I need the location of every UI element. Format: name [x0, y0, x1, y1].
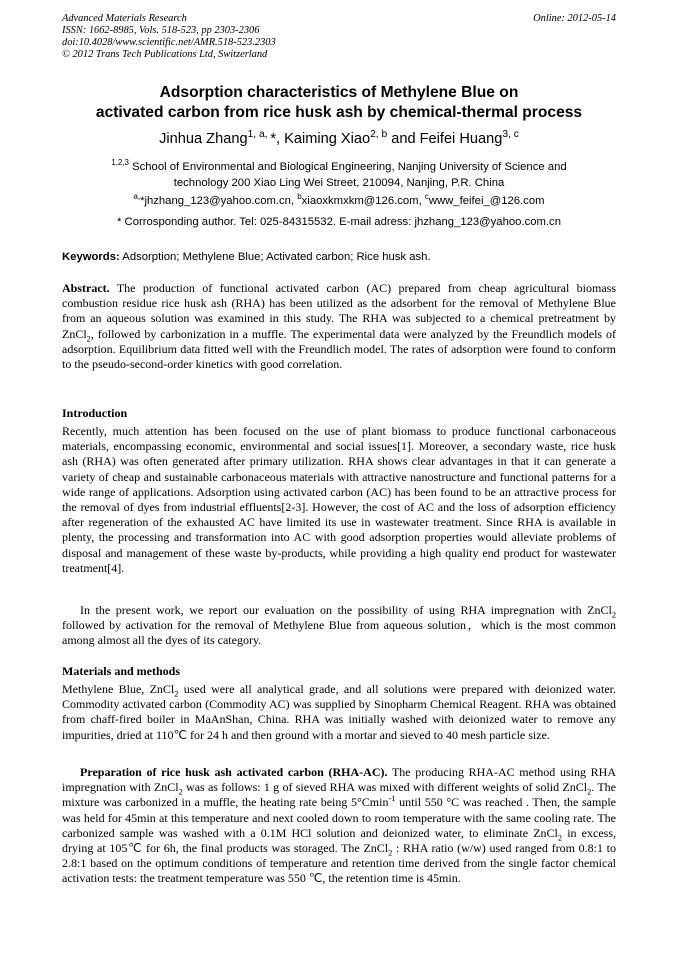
email-a-sup: a,: [133, 192, 141, 202]
doi-line: doi:10.4028/www.scientific.net/AMR.518-523.2303: [62, 37, 276, 48]
author-3-sup: 3, c: [502, 129, 519, 141]
intro-p2-sub: 2: [611, 610, 616, 620]
materials-heading: Materials and methods: [62, 664, 180, 678]
abstract-sub: 2: [86, 334, 91, 343]
mm-p2-sub-2: 2: [587, 787, 592, 797]
affiliation-sup: 1,2,3: [111, 158, 129, 168]
email-list: [0, 193, 678, 209]
keywords: [62, 250, 616, 265]
email-a: *jhzhang_123@yahoo.com.cn,: [140, 195, 298, 207]
email-b-sup: b: [297, 192, 302, 202]
mm-p2-sub-3: 2: [557, 833, 563, 843]
copyright-line: © 2012 Trans Tech Publications Ltd, Switzerland: [62, 49, 268, 60]
keywords-text: Adsorption; Methylene Blue; Activated carbon; Rice husk ash.: [119, 251, 431, 263]
author-2-sup: 2, b: [370, 129, 388, 141]
email-b: xiaoxkmxkm@126.com,: [301, 195, 425, 207]
mm-p2-sup: -1: [388, 794, 396, 804]
mm-p2-sub-1: 2: [178, 787, 183, 797]
author-3: and Feifei Huang: [387, 131, 503, 147]
affiliation-line-1: School of Environmental and Biological Engineering, Nanjing University of Science and: [132, 161, 567, 173]
email-c-sup: c: [424, 192, 429, 202]
materials-paragraph-2: [62, 765, 616, 887]
author-2: , Kaiming Xiao: [276, 131, 371, 147]
mm-p2-text-f: : RHA ratio (w/w) used ranged from 0.8:1 to 2.8:1 based on the optimum conditions of temperature and retention time derived from the single factor chemical activation tests: the treatment temperature was 550 ℃, the retention time is 45min.: [62, 841, 616, 886]
mm-p2-text-a: The producing RHA-AC method using RHA impregnation with ZnCl: [62, 765, 616, 795]
materials-paragraph-1: [62, 682, 616, 743]
abstract-text-2: , followed by carbonization in a muffle. The experimental data were analyzed by the Freundlich models of adsorption. Equilibrium data fitted well with the Freundlich model. The rates of adsorption were found to conform to the pseudo-second-order kinetics with good correlation.: [62, 326, 616, 372]
author-1-star: *: [270, 131, 276, 147]
introduction-paragraph-1: Recently, much attention has been focused on the use of plant biomass to produce functional carbonaceous materials, encompassing economic, environmental and social issues[1]. Moreover, a secondary waste, rice husk ash (RHA) was often generated after primary utilization. RHA shows clear advantages in that it can generate a variety of cheap and sustainable carbonaceous materials with attractive nanostructure and functional patterns for a wide range of applications. Adsorption using activated carbon (AC) has been found to be an attractive process for the removal of dyes from industrial effluents[2-3]. However, the cost of AC and the loss of adsorption efficiency after regeneration of the exhausted AC have limited its use in wastewater treatment. Since RHA is available in plenty, the processing and transformation into AC with good adsorption properties would alleviate problems of disposal and management of these waste by-products, while providing a high quality end product for wastewater treatment[4].: [62, 424, 616, 575]
mm-p1-text-b: used were all analytical grade, and all solutions were prepared with deionized water. Commodity activated carbon (Commodity AC) was supplied by Sinopharm Chemical Reagent. RHA was obtained from chaff-fired boiler in MaAnShan, China. RHA was initially washed with deionized water to remove any impurities, dried at 110℃ for 24 h and then ground with a mortar and sieved to 40 mesh particle size.: [62, 682, 616, 742]
abstract: [62, 281, 616, 372]
introduction-paragraph-2: [62, 603, 616, 649]
online-date: Online: 2012-05-14: [533, 13, 616, 24]
mm-p2-sub-4: 2: [388, 848, 393, 858]
intro-p2-text-a: In the present work, we report our evaluation on the possibility of using RHA impregnation with ZnCl: [80, 603, 612, 617]
journal-header: [62, 13, 616, 61]
introduction-heading: Introduction: [62, 406, 128, 420]
issn-line: ISSN: 1662-8985, Vols. 518-523, pp 2303-2306: [62, 25, 260, 36]
journal-name: Advanced Materials Research: [62, 13, 187, 24]
abstract-label: Abstract.: [62, 281, 110, 295]
mm-p2-text-c: . The mixture was carbonized in a muffle, the heating rate being 5°Cmin: [62, 780, 616, 810]
author-1-sup: 1, a,: [247, 129, 271, 141]
intro-p2-text-b: followed by activation for the removal of Methylene Blue from aqueous solution，which is the most common among almost all the dyes of its category.: [62, 618, 616, 648]
paper-title: [0, 83, 678, 122]
keywords-label: Keywords:: [62, 251, 120, 263]
corresponding-author: * Corrosponding author. Tel: 025-84315532. E-mail adress: jhzhang_123@yahoo.com.cn: [117, 216, 561, 228]
mm-p2-text-b: was as follows: 1 g of sieved RHA was mixed with different weights of solid ZnCl: [182, 780, 588, 795]
mm-p2-text-d: until 550 °C was reached . Then, the sample was held for 45min at this temperature and next cooled down to room temperature with the same cooling rate. The carbonized sample was washed with a 0.1M HCl solution and deionized water, to eliminate ZnCl: [62, 795, 616, 840]
author-list: [0, 130, 678, 148]
email-c: www_feifei_@126.com: [428, 195, 545, 207]
mm-p2-text-e: in excess, drying at 105℃ for 6h, the final products was storaged. The ZnCl: [62, 825, 616, 856]
author-1: Jinhua Zhang: [159, 131, 248, 147]
title-line-2: activated carbon from rice husk ash by chemical-thermal process: [95, 103, 583, 121]
mm-p2-label: Preparation of rice husk ash activated carbon (RHA-AC).: [80, 765, 388, 779]
title-line-1: Adsorption characteristics of Methylene Blue on: [159, 84, 519, 101]
affiliation-line-2: technology 200 Xiao Ling Wei Street, 210094, Nanjing, P.R. China: [173, 177, 505, 189]
abstract-text-1: The production of functional activated carbon (AC) prepared from cheap agricultural biomass combustion residue rice husk ash (RHA) has been utilized as the adsorbent for the removal of Methylene Blue from an aqueous solution was examined in this study. The RHA was subjected to a chemical pretreatment by ZnCl: [62, 281, 616, 341]
mm-p1-text-a: Methylene Blue, ZnCl: [62, 682, 175, 696]
affiliation: [70, 159, 608, 191]
mm-p1-sub: 2: [174, 689, 179, 699]
